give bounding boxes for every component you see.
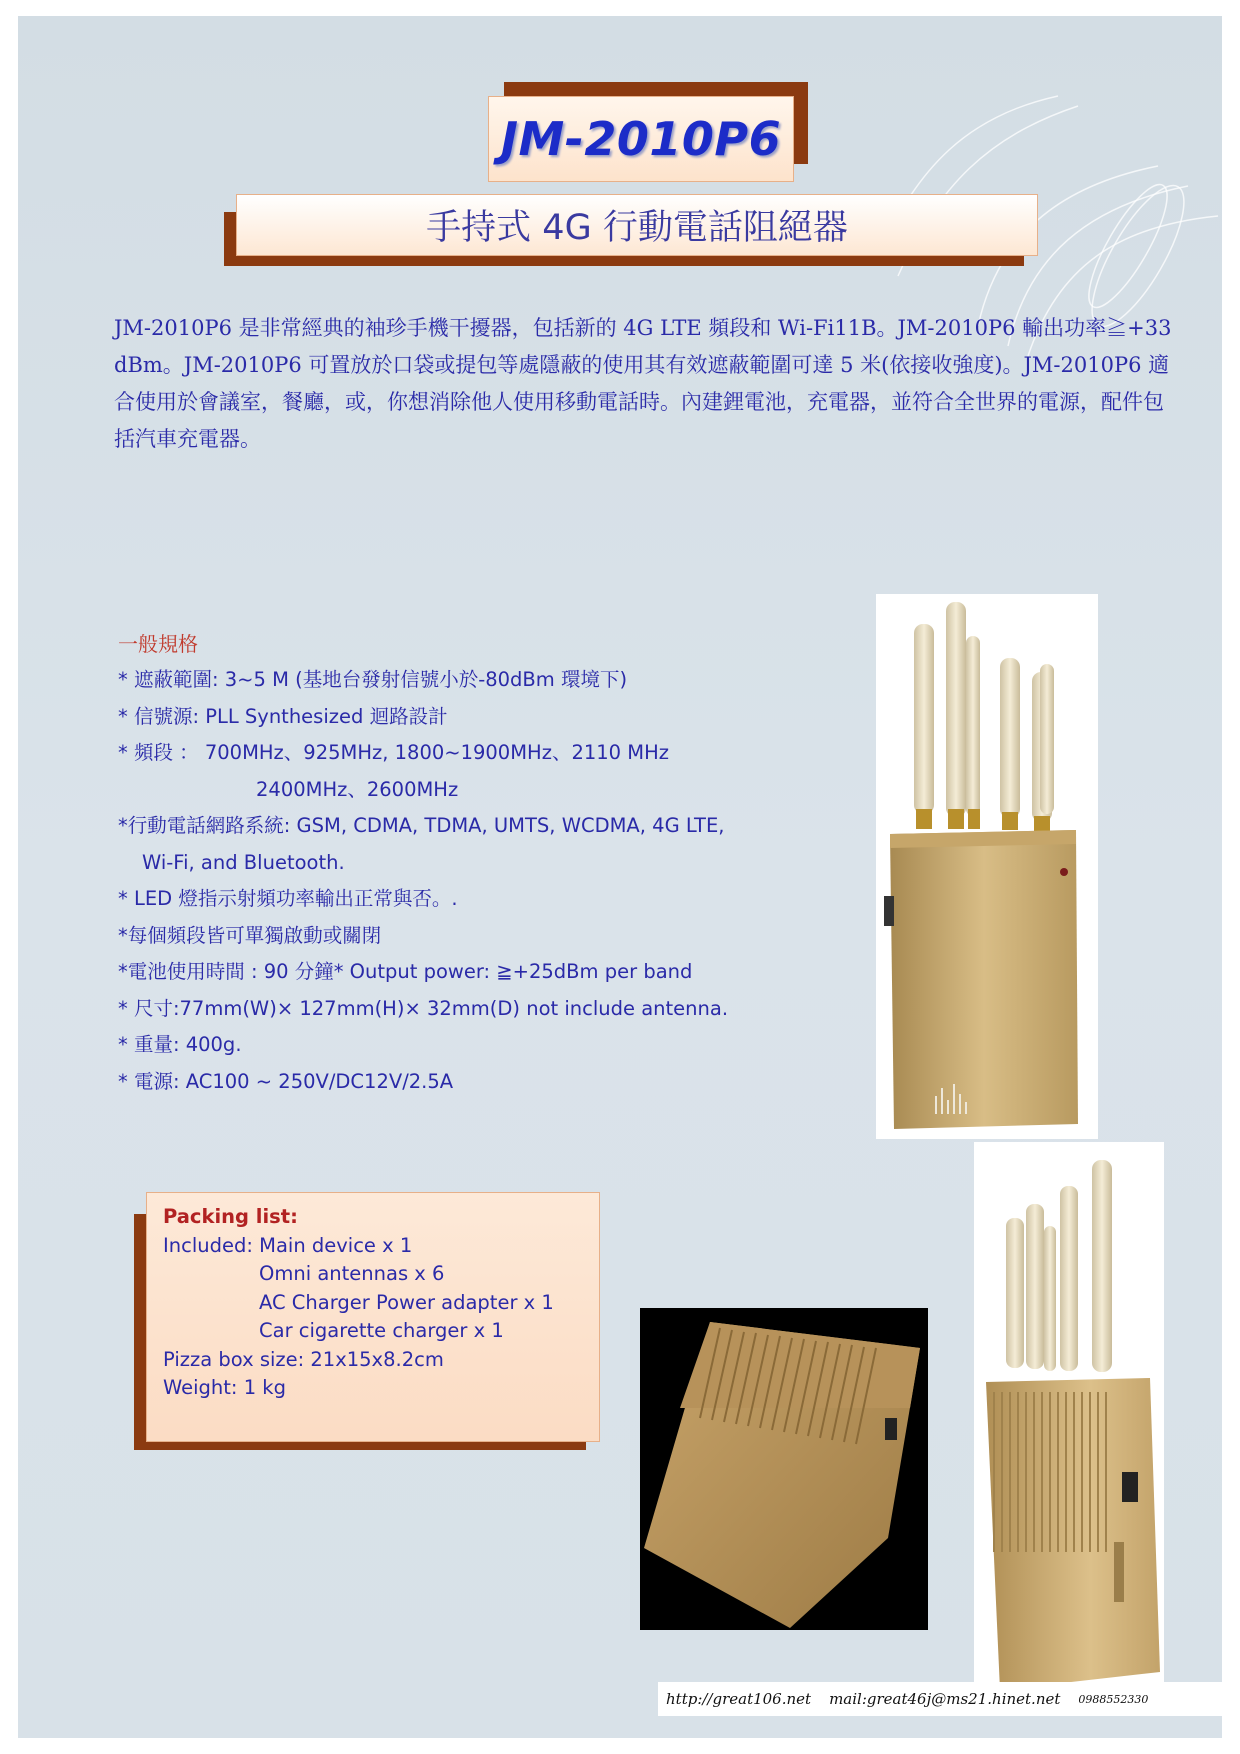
packing-list-box <box>146 1192 600 1442</box>
antenna-group <box>914 602 1054 822</box>
spec-line: * 重量: 400g. <box>118 1033 242 1056</box>
spec-line: * 遮蔽範圍: 3~5 M (基地台發射信號小於-80dBm 環境下) <box>118 668 628 691</box>
packing-line: Weight: 1 kg <box>163 1376 286 1399</box>
brochure-page <box>18 16 1222 1738</box>
spec-line: *電池使用時間 : 90 分鐘* Output power: ≧+25dBm per band <box>118 960 693 983</box>
spec-section <box>118 628 858 1100</box>
page-subtitle: 手持式 4G 行動電話阻絕器 <box>426 208 848 248</box>
title-box <box>488 96 794 182</box>
spec-line: Wi-Fi, and Bluetooth. <box>142 850 345 874</box>
spec-line: * 頻段 ： 700MHz、925MHz, 1800~1900MHz、2110 MHz <box>118 741 669 764</box>
packing-line: AC Charger Power adapter x 1 <box>259 1290 554 1314</box>
spec-line: * LED 燈指示射頻功率輸出正常與否。. <box>118 887 458 910</box>
spec-line: * 尺寸:77mm(W)× 127mm(H)× 32mm(D) not include antenna. <box>118 996 729 1020</box>
device-ribbed-antennas-photo <box>974 1142 1164 1702</box>
packing-title: Packing list: <box>163 1205 298 1228</box>
spec-line: * 信號源: PLL Synthesized 迴路設計 <box>118 704 448 728</box>
footer-mail[interactable]: mail:great46j@ms21.hinet.net <box>829 1690 1061 1708</box>
spec-heading: 一般規格 <box>118 632 198 656</box>
spec-line: * 電源: AC100 ~ 250V/DC12V/2.5A <box>118 1069 454 1093</box>
footer-contact <box>658 1682 1222 1716</box>
device-angled-photo <box>640 1308 928 1630</box>
spec-line: *行動電話網路系統: GSM, CDMA, TDMA, UMTS, WCDMA, 4G LTE, <box>118 814 725 837</box>
product-description: JM-2010P6 是非常經典的袖珍手機干擾器，包括新的 4G LTE 頻段和 Wi-Fi11B。JM-2010P6 輸出功率≧+33 dBm。JM-2010P6 可置放於口袋或提包等處隱蔽的使用其有效遮蔽範圍可達 5 米(依接收強度)。JM-2010P6 適合使用於會議室，餐廳，或，你想消除他人使用移動電話時。內建鋰電池，充電器，並符合全世界的電源，配件包括汽車充電器。 <box>114 316 1172 451</box>
spec-line: 2400MHz、2600MHz <box>256 777 459 801</box>
device-front-antennas-photo <box>876 594 1098 1139</box>
subtitle-box <box>236 194 1038 256</box>
packing-line: Included: Main device x 1 <box>163 1233 413 1257</box>
packing-line: Car cigarette charger x 1 <box>259 1319 504 1342</box>
packing-line: Omni antennas x 6 <box>259 1262 445 1285</box>
footer-phone: 0988552330 <box>1078 1692 1149 1706</box>
packing-line: Pizza box size: 21x15x8.2cm <box>163 1347 444 1371</box>
spec-line: *每個頻段皆可單獨啟動或關閉 <box>118 923 382 947</box>
page-title: JM-2010P6 <box>500 112 782 166</box>
footer-url[interactable]: http://great106.net <box>666 1690 812 1708</box>
